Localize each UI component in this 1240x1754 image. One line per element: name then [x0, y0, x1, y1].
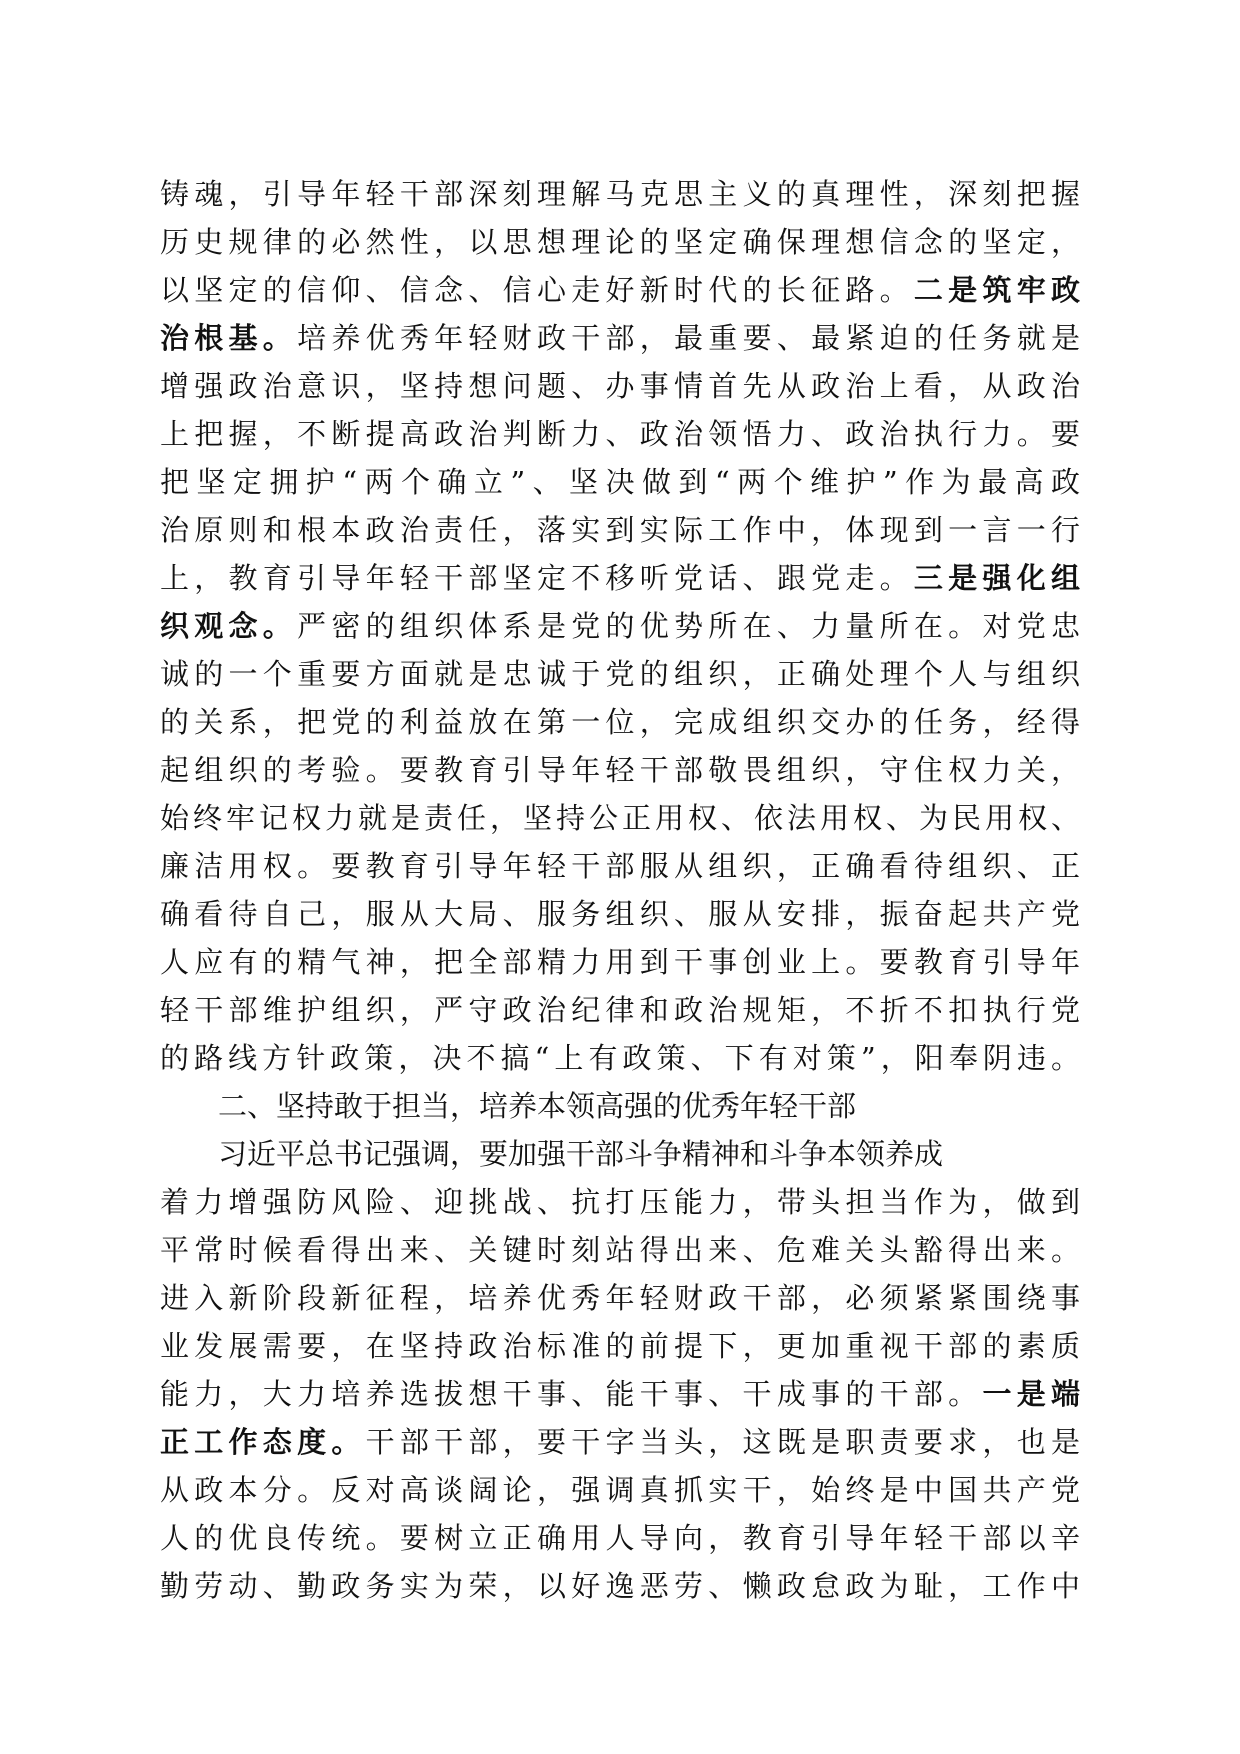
text-segment: 始终牢记权力就是责任，坚持公正用权、依法用权、为民用权、	[160, 801, 1080, 835]
paragraph-line	[160, 890, 1080, 938]
text-segment: 治原则和根本政治责任，落实到实际工作中，体现到一言一行	[160, 513, 1080, 547]
text-segment: 习近平总书记强调，要加强干部斗争精神和斗争本领养成	[218, 1137, 944, 1171]
text-segment: 增强政治意识，坚持想问题、办事情首先从政治上看，从政治	[160, 369, 1080, 403]
text-segment: 的关系，把党的利益放在第一位，完成组织交办的任务，经得	[160, 705, 1080, 739]
paragraph-line	[160, 1274, 1080, 1322]
paragraph-line	[160, 1562, 1080, 1610]
paragraph-line	[160, 314, 1080, 362]
bold-lead-phrase: 正工作态度。	[160, 1425, 366, 1459]
text-segment: 确看待自己，服从大局、服务组织、服从安排，振奋起共产党	[160, 897, 1080, 931]
paragraph-line	[160, 266, 1080, 314]
paragraph-line	[160, 218, 1080, 266]
paragraph-line	[160, 1418, 1080, 1466]
text-segment: 平常时候看得出来、关键时刻站得出来、危难关头豁得出来。	[160, 1233, 1080, 1267]
text-segment: 的路线方针政策，决不搞“上有政策、下有对策”，阳奉阴违。	[160, 1041, 1080, 1075]
paragraph-line	[160, 1370, 1080, 1418]
paragraph-line	[160, 602, 1080, 650]
paragraph-line	[160, 410, 1080, 458]
paragraph-line	[160, 794, 1080, 842]
bold-lead-phrase: 三是强化组	[913, 561, 1080, 595]
paragraph-line	[160, 1130, 1080, 1178]
text-segment: 干部干部，要干字当头，这既是职责要求，也是	[365, 1425, 1080, 1459]
text-segment: 起组织的考验。要教育引导年轻干部敬畏组织，守住权力关，	[160, 753, 1080, 787]
document-page	[160, 170, 1080, 1610]
paragraph-line	[160, 650, 1080, 698]
document-body	[160, 170, 1080, 1610]
paragraph-line	[160, 986, 1080, 1034]
paragraph-line	[160, 362, 1080, 410]
paragraph-line	[160, 842, 1080, 890]
text-segment: 上把握，不断提高政治判断力、政治领悟力、政治执行力。要	[160, 417, 1080, 451]
paragraph-line	[160, 938, 1080, 986]
paragraph-line	[160, 1226, 1080, 1274]
paragraph-line	[160, 1466, 1080, 1514]
paragraph-line	[160, 1514, 1080, 1562]
text-segment: 把坚定拥护“两个确立”、坚决做到“两个维护”作为最高政	[160, 465, 1080, 499]
paragraph-line	[160, 458, 1080, 506]
text-segment: 勤劳动、勤政务实为荣，以好逸恶劳、懒政怠政为耻，工作中	[160, 1569, 1080, 1603]
text-segment: 上，教育引导年轻干部坚定不移听党话、跟党走。	[160, 561, 914, 595]
text-segment: 从政本分。反对高谈阔论，强调真抓实干，始终是中国共产党	[160, 1473, 1080, 1507]
text-segment: 人的优良传统。要树立正确用人导向，教育引导年轻干部以辛	[160, 1521, 1080, 1555]
section-heading	[160, 1082, 1080, 1130]
bold-lead-phrase: 二是筑牢政	[913, 273, 1080, 307]
text-segment: 着力增强防风险、迎挑战、抗打压能力，带头担当作为，做到	[160, 1185, 1080, 1219]
paragraph-line	[160, 506, 1080, 554]
paragraph-line	[160, 698, 1080, 746]
text-segment: 以坚定的信仰、信念、信心走好新时代的长征路。	[160, 273, 914, 307]
bold-lead-phrase: 一是端	[982, 1377, 1080, 1411]
text-segment: 廉洁用权。要教育引导年轻干部服从组织，正确看待组织、正	[160, 849, 1080, 883]
text-segment: 进入新阶段新征程，培养优秀年轻财政干部，必须紧紧围绕事	[160, 1281, 1080, 1315]
paragraph-line	[160, 1322, 1080, 1370]
paragraph-line	[160, 170, 1080, 218]
text-segment: 历史规律的必然性，以思想理论的坚定确保理想信念的坚定，	[160, 225, 1080, 259]
paragraph-line	[160, 746, 1080, 794]
text-segment: 业发展需要，在坚持政治标准的前提下，更加重视干部的素质	[160, 1329, 1080, 1363]
text-segment: 严密的组织体系是党的优势所在、力量所在。对党忠	[297, 609, 1080, 643]
text-segment: 二、坚持敢于担当，培养本领高强的优秀年轻干部	[218, 1089, 857, 1123]
bold-lead-phrase: 治根基。	[160, 321, 298, 355]
text-segment: 铸魂，引导年轻干部深刻理解马克思主义的真理性，深刻把握	[160, 177, 1080, 211]
paragraph-line	[160, 1034, 1080, 1082]
text-segment: 人应有的精气神，把全部精力用到干事创业上。要教育引导年	[160, 945, 1080, 979]
bold-lead-phrase: 织观念。	[160, 609, 298, 643]
text-segment: 培养优秀年轻财政干部，最重要、最紧迫的任务就是	[297, 321, 1080, 355]
paragraph-line	[160, 554, 1080, 602]
paragraph-line	[160, 1178, 1080, 1226]
text-segment: 能力，大力培养选拔想干事、能干事、干成事的干部。	[160, 1377, 983, 1411]
text-segment: 诚的一个重要方面就是忠诚于党的组织，正确处理个人与组织	[160, 657, 1080, 691]
text-segment: 轻干部维护组织，严守政治纪律和政治规矩，不折不扣执行党	[160, 993, 1080, 1027]
